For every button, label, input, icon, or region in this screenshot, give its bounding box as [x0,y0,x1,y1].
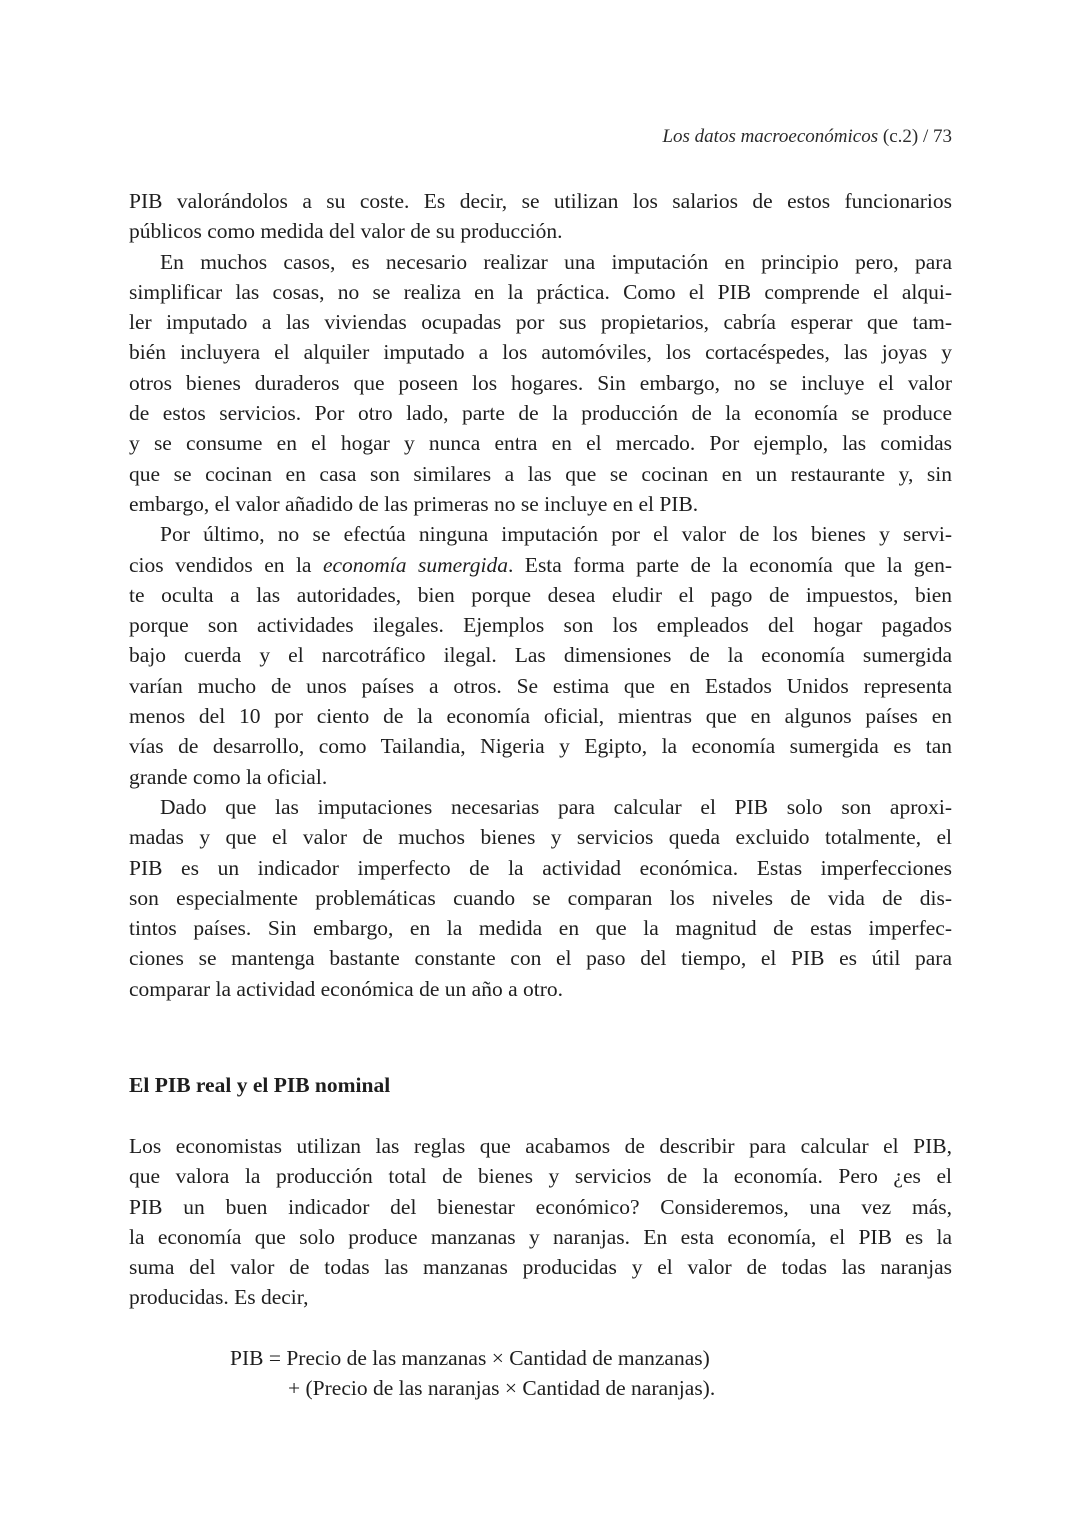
text-line: vías de desarrollo, como Tailandia, Nigeria y Egipto, la economía sumergida es tan [129,734,952,759]
paragraph [129,186,952,247]
running-head-chapter: (c.2) [882,126,919,147]
text-line: ciones se mantenga bastante constante con el paso del tiempo, el PIB es útil para [129,946,952,971]
text-line [129,550,952,580]
text-line: ler imputado a las viviendas ocupadas por sus propietarios, cabría esperar que tam- [129,310,952,335]
body-text [129,186,952,1004]
paragraph [129,247,952,520]
text-run: cios vendidos en la [129,552,323,577]
paragraph [129,792,952,1004]
gdp-equation [230,1343,715,1404]
text-run: . Esta forma parte de la economía que la gen- [507,552,952,577]
text-line: te oculta a las autoridades, bien porque desea eludir el pago de impuestos, bien [129,582,952,607]
text-line: Los economistas utilizan las reglas que acabamos de describir para calcular el PIB, [129,1134,952,1158]
italic-term: economía sumergida [322,552,508,577]
text-line: simplificar las cosas, no se realiza en la práctica. Como el PIB comprende el alqui- [129,279,952,304]
running-head-title: Los datos macroeconómicos [662,126,879,147]
text-line: varían mucho de unos países a otros. Se estima que en Estados Unidos representa [129,673,952,698]
text-line: En muchos casos, es necesario realizar una imputación en principio pero, para [160,249,952,274]
text-line: públicos como medida del valor de su producción. [129,219,563,244]
text-line: Dado que las imputaciones necesarias para calcular el PIB solo son aproxi- [160,794,952,819]
text-line: producidas. Es decir, [129,1285,309,1310]
text-line: que se cocinan en casa son similares a las que se cocinan en un restaurante y, sin [129,461,952,486]
text-line: embargo, el valor añadido de las primeras no se incluye en el PIB. [129,491,699,516]
section-paragraph [129,1131,952,1313]
text-line: de estos servicios. Por otro lado, parte de la producción de la economía se produce [129,401,952,426]
text-line: PIB un buen indicador del bienestar económico? Consideremos, una vez más, [129,1194,952,1219]
running-head-separator: / [922,126,929,147]
running-head [662,124,952,150]
text-line: bién incluyera el alquiler imputado a los automóviles, los cortacéspedes, las joyas y [129,340,952,365]
section-heading: El PIB real y el PIB nominal [129,1073,391,1097]
text-line: que valora la producción total de bienes y servicios de la economía. Pero ¿es el [129,1164,952,1189]
text-line: PIB valorándolos a su coste. Es decir, se utilizan los salarios de estos funcionarios [129,189,952,213]
equation-line: PIB = Precio de las manzanas × Cantidad de manzanas) [230,1346,710,1370]
text-line: otros bienes duraderos que poseen los hogares. Sin embargo, no se incluye el valor [129,370,952,395]
text-line: son especialmente problemáticas cuando se comparan los niveles de vida de dis- [129,885,952,910]
text-line: PIB es un indicador imperfecto de la actividad económica. Estas imperfecciones [129,855,952,880]
text-line: y se consume en el hogar y nunca entra en el mercado. Por ejemplo, las comidas [129,431,952,456]
equation-line: + (Precio de las naranjas × Cantidad de naranjas). [288,1376,716,1401]
text-line: menos del 10 por ciento de la economía oficial, mientras que en algunos países en [129,704,952,729]
text-line: bajo cuerda y el narcotráfico ilegal. Las dimensiones de la economía sumergida [129,643,952,668]
page-number: 73 [933,126,952,147]
text-line: suma del valor de todas las manzanas producidas y el valor de todas las naranjas [129,1255,952,1280]
text-line: Por último, no se efectúa ninguna imputación por el valor de los bienes y servi- [160,522,952,547]
text-line: tintos países. Sin embargo, en la medida en que la magnitud de estas imperfec- [129,916,952,941]
text-line: grande como la oficial. [129,764,328,789]
text-line: porque son actividades ilegales. Ejemplos son los empleados del hogar pagados [129,613,952,638]
text-line: madas y que el valor de muchos bienes y servicios queda excluido totalmente, el [129,825,952,850]
paragraph [129,519,952,792]
text-line: comparar la actividad económica de un año a otro. [129,976,563,1001]
text-line: la economía que solo produce manzanas y naranjas. En esta economía, el PIB es la [129,1224,952,1249]
